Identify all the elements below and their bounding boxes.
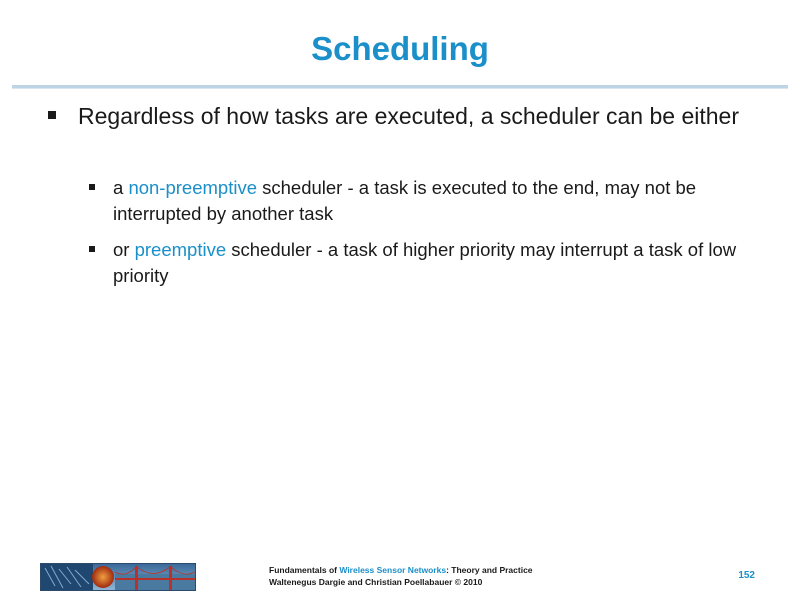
footer-citation bbox=[269, 564, 589, 588]
sub-bullet-item-2 bbox=[113, 237, 763, 289]
term-preemptive: preemptive bbox=[134, 239, 227, 260]
sub-bullet-marker bbox=[89, 246, 95, 252]
sub-bullet-2-prefix: or bbox=[113, 239, 135, 260]
sub-bullet-2-suffix: scheduler - a task of higher priority may interrupt a task of low priority bbox=[113, 239, 737, 286]
footer-line-1 bbox=[269, 564, 589, 576]
footer-line-1-prefix: Fundamentals of bbox=[269, 565, 340, 575]
sub-bullet-1-prefix: a bbox=[113, 177, 129, 198]
sub-bullet-1-suffix: scheduler - a task is executed to the end, may not be interrupted by another task bbox=[113, 177, 697, 224]
slide-title: Scheduling bbox=[311, 30, 489, 67]
page-number: 152 bbox=[738, 570, 755, 581]
footer-banner-image bbox=[40, 563, 196, 591]
title-divider bbox=[12, 85, 788, 89]
footer-line-1-suffix: : Theory and Practice bbox=[446, 565, 533, 575]
bridge-collage-icon bbox=[41, 564, 195, 590]
footer-line-2: Waltenegus Dargie and Christian Poellabauer © 2010 bbox=[269, 577, 483, 587]
sub-bullet-marker bbox=[89, 184, 95, 190]
footer-book-topic: Wireless Sensor Networks bbox=[339, 565, 447, 575]
bullet-item-1: Regardless of how tasks are executed, a scheduler can be either bbox=[78, 103, 739, 129]
sub-bullet-item-1 bbox=[113, 175, 763, 227]
term-non-preemptive: non-preemptive bbox=[128, 177, 257, 198]
bullet-marker bbox=[48, 111, 56, 119]
